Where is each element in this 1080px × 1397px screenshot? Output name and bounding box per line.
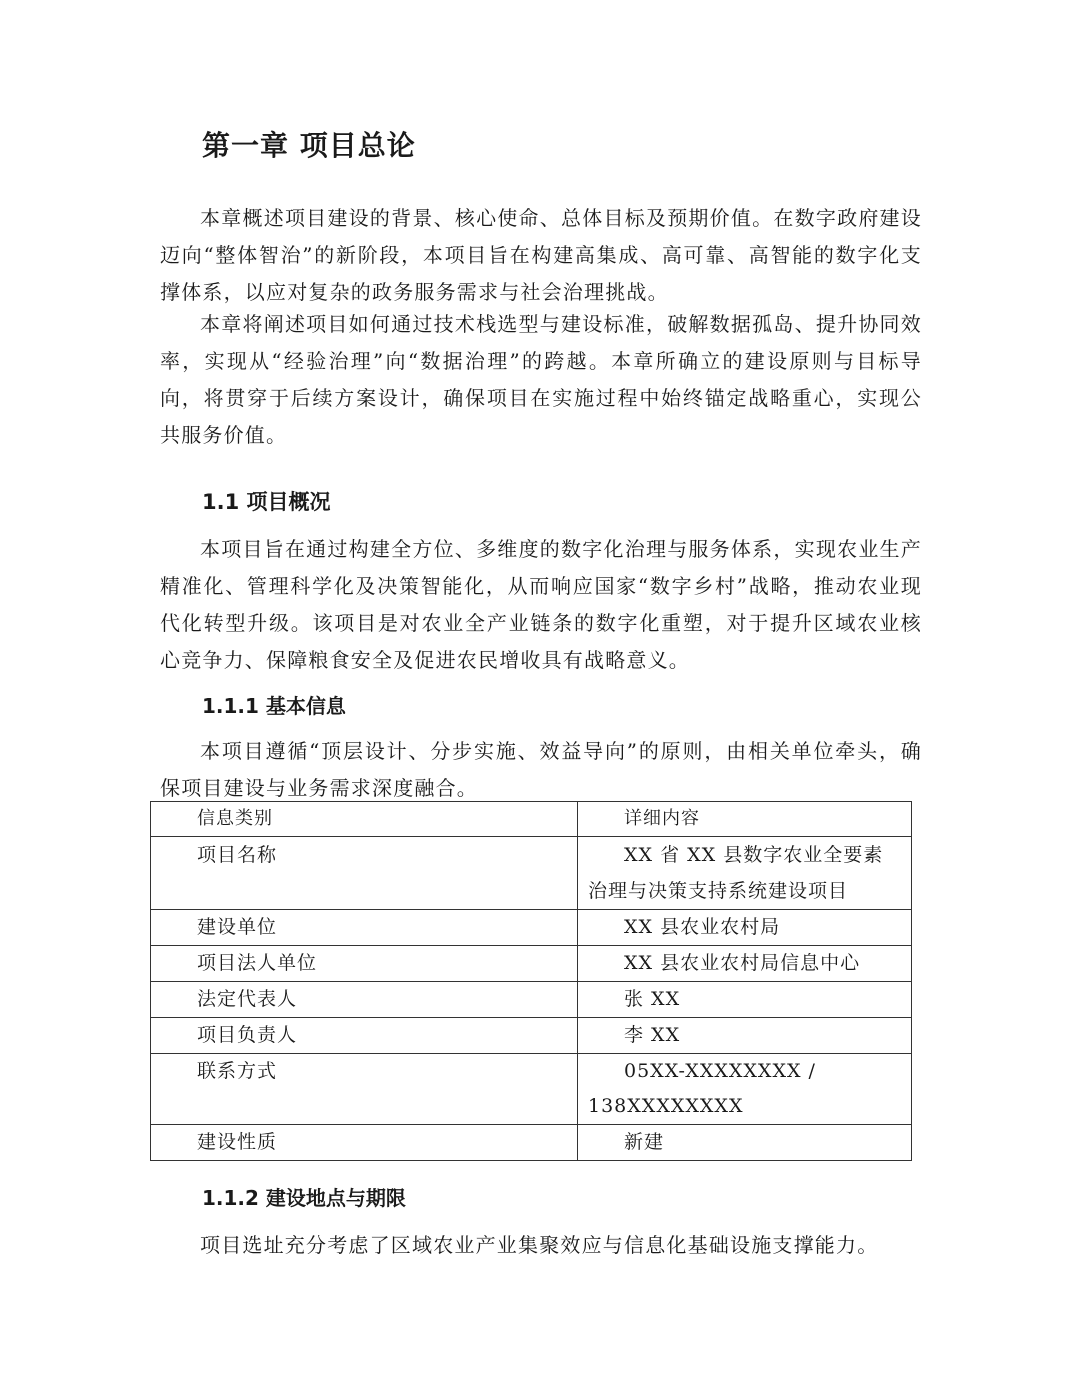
table-cell-label: 法定代表人 (151, 982, 578, 1018)
basic-info-table (150, 801, 912, 1161)
table-row (151, 910, 912, 946)
section-1-1-1-paragraph: 本项目遵循“顶层设计、分步实施、效益导向”的原则，由相关单位牵头，确保项目建设与业务需求深度融合。 (160, 739, 922, 800)
table-cell-value: XX 县农业农村局 (578, 910, 912, 946)
table-header-detail-label: 详细内容 (624, 808, 700, 829)
table-cell-value: 新建 (578, 1125, 912, 1161)
section-1-1-2-paragraph: 项目选址充分考虑了区域农业产业集聚效应与信息化基础设施支撑能力。 (200, 1233, 879, 1257)
chapter-title: 第一章 项目总论 (202, 129, 416, 162)
section-1-1-title: 1.1 项目概况 (202, 490, 331, 514)
table-cell-label: 项目名称 (151, 837, 578, 910)
chapter-intro-paragraph-1: 本章概述项目建设的背景、核心使命、总体目标及预期价值。在数字政府建设迈向“整体智治”的新阶段，本项目旨在构建高集成、高可靠、高智能的数字化支撑体系，以应对复杂的政务服务需求与社会治理挑战。 (160, 206, 922, 304)
section-1-1-paragraph: 本项目旨在通过构建全方位、多维度的数字化治理与服务体系，实现农业生产精准化、管理科学化及决策智能化，从而响应国家“数字乡村”战略，推动农业现代化转型升级。该项目是对农业全产业链条的数字化重塑，对于提升区域农业核心竞争力、保障粮食安全及促进农民增收具有战略意义。 (160, 537, 922, 672)
table-cell-value: 05XX-XXXXXXXX / 138XXXXXXXX (578, 1054, 912, 1125)
table-cell-value: 李 XX (578, 1018, 912, 1054)
section-1-1-1-title: 1.1.1 基本信息 (202, 694, 346, 718)
table-row (151, 1018, 912, 1054)
table-cell-label: 联系方式 (151, 1054, 578, 1125)
table-row (151, 946, 912, 982)
table-cell-label: 项目负责人 (151, 1018, 578, 1054)
table-cell-label: 建设性质 (151, 1125, 578, 1161)
section-1-1-2-title: 1.1.2 建设地点与期限 (202, 1186, 406, 1210)
table-row (151, 1125, 912, 1161)
table-header-category: 信息类别 (151, 802, 578, 837)
table-row (151, 982, 912, 1018)
table-cell-value: 张 XX (578, 982, 912, 1018)
table-cell-label: 建设单位 (151, 910, 578, 946)
table-header-row (151, 802, 912, 837)
table-cell-value: XX 省 XX 县数字农业全要素治理与决策支持系统建设项目 (578, 837, 912, 910)
table-header-detail (578, 802, 912, 837)
table-cell-label: 项目法人单位 (151, 946, 578, 982)
table-row (151, 837, 912, 910)
table-cell-value: XX 县农业农村局信息中心 (578, 946, 912, 982)
chapter-intro-paragraph-2: 本章将阐述项目如何通过技术栈选型与建设标准，破解数据孤岛、提升协同效率，实现从“经验治理”向“数据治理”的跨越。本章所确立的建设原则与目标导向，将贯穿于后续方案设计，确保项目在实施过程中始终锚定战略重心，实现公共服务价值。 (160, 312, 922, 447)
table-row (151, 1054, 912, 1125)
